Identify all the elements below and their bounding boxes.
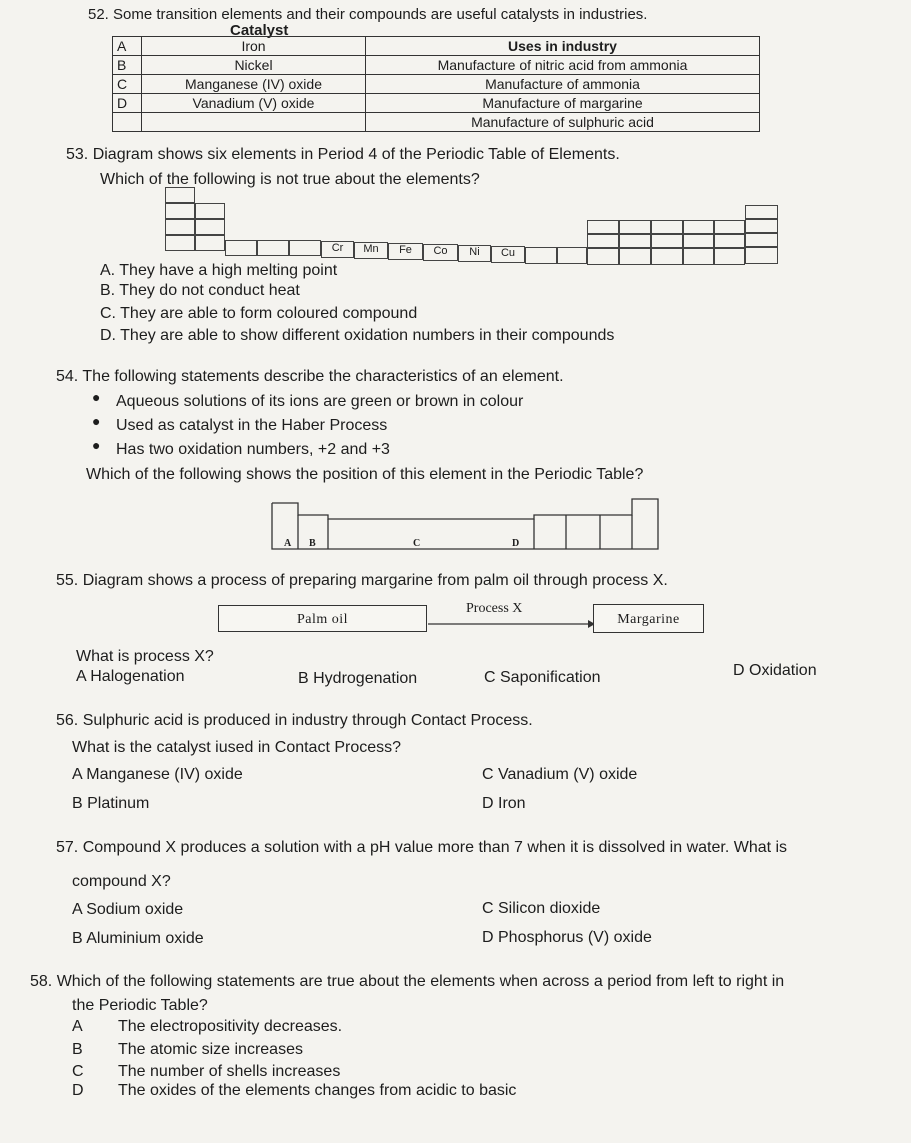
q55-option-d: D Oxidation xyxy=(733,662,817,679)
q53-option-b: B. They do not conduct heat xyxy=(100,282,300,299)
bullet-icon: ● xyxy=(92,413,101,429)
q53-option-d: D. They are able to show different oxidation numbers in their compounds xyxy=(100,327,615,344)
q58-option-text: The number of shells increases xyxy=(118,1063,341,1080)
palm-oil-box: Palm oil xyxy=(218,605,427,632)
q54-bullet: Has two oxidation numbers, +2 and +3 xyxy=(116,441,390,458)
row-letter: B xyxy=(113,56,142,75)
q56-question: What is the catalyst iused in Contact Process? xyxy=(72,739,402,756)
position-label: D xyxy=(512,538,520,549)
q58-stem: 58. Which of the following statements are true about the elements when across a period from left to right in xyxy=(30,973,785,990)
row-letter: A xyxy=(113,37,142,56)
row-catalyst: Iron xyxy=(142,37,366,56)
q53-option-a: A. They have a high melting point xyxy=(100,262,338,279)
q52-catalyst-table xyxy=(112,36,760,132)
q58-option-text: The oxides of the elements changes from acidic to basic xyxy=(118,1082,517,1099)
position-label: B xyxy=(309,538,316,549)
q52-stem: 52. Some transition elements and their compounds are useful catalysts in industries. xyxy=(88,6,648,23)
table-row xyxy=(113,75,760,94)
table-row xyxy=(113,37,760,56)
bullet-icon: ● xyxy=(92,437,101,453)
element-cell: Fe xyxy=(388,243,423,260)
q56-option-b: B Platinum xyxy=(72,795,150,812)
element-cell: Cr xyxy=(321,241,354,258)
q52-catalyst-header: Catalyst xyxy=(230,22,289,39)
q58-option-text: The electropositivity decreases. xyxy=(118,1018,343,1035)
margarine-box: Margarine xyxy=(593,604,704,633)
row-catalyst: Vanadium (V) oxide xyxy=(142,94,366,113)
position-label: C xyxy=(413,538,421,549)
table-row xyxy=(113,94,760,113)
q57-option-a: A Sodium oxide xyxy=(72,901,184,918)
row-use: Manufacture of nitric acid from ammonia xyxy=(366,56,760,75)
q53-option-c: C. They are able to form coloured compound xyxy=(100,305,418,322)
row-catalyst: Nickel xyxy=(142,56,366,75)
q52-uses-header: Uses in industry xyxy=(366,37,760,56)
position-label: A xyxy=(284,538,292,549)
q56-option-d: D Iron xyxy=(482,795,526,812)
q54-bullet: Used as catalyst in the Haber Process xyxy=(116,417,388,434)
q56-stem: 56. Sulphuric acid is produced in industry through Contact Process. xyxy=(56,712,533,729)
q57-option-c: C Silicon dioxide xyxy=(482,900,601,917)
table-row xyxy=(113,56,760,75)
element-cell: Mn xyxy=(354,242,388,259)
q55-option-c: C Saponification xyxy=(484,669,601,686)
q56-option-c: C Vanadium (V) oxide xyxy=(482,766,638,783)
q57-stem: 57. Compound X produces a solution with a pH value more than 7 when it is dissolved in water. What is xyxy=(56,839,788,856)
q54-bullet: Aqueous solutions of its ions are green or brown in colour xyxy=(116,393,524,410)
row-use: Manufacture of margarine xyxy=(366,94,760,113)
q58-stem-cont: the Periodic Table? xyxy=(72,997,208,1014)
bullet-icon: ● xyxy=(92,389,101,405)
q54-question: Which of the following shows the position of this element in the Periodic Table? xyxy=(86,466,644,483)
row-catalyst: Manganese (IV) oxide xyxy=(142,75,366,94)
q58-option-letter: D xyxy=(72,1082,84,1099)
process-x-label: Process X xyxy=(466,601,523,616)
periodic-outline-shape xyxy=(270,497,662,553)
q58-option-letter: B xyxy=(72,1041,83,1058)
q57-option-d: D Phosphorus (V) oxide xyxy=(482,929,652,946)
q55-option-a: A Halogenation xyxy=(76,668,185,685)
row-use: Manufacture of sulphuric acid xyxy=(366,113,760,132)
q57-stem-cont: compound X? xyxy=(72,873,171,890)
row-letter: C xyxy=(113,75,142,94)
q55-question: What is process X? xyxy=(76,648,214,665)
q53-question: Which of the following is not true about the elements? xyxy=(100,171,480,188)
table-row xyxy=(113,113,760,132)
q55-stem: 55. Diagram shows a process of preparing margarine from palm oil through process X. xyxy=(56,572,668,589)
q54-stem: 54. The following statements describe the characteristics of an element. xyxy=(56,368,564,385)
q55-option-b: B Hydrogenation xyxy=(298,670,418,687)
row-letter: D xyxy=(113,94,142,113)
row-use: Manufacture of ammonia xyxy=(366,75,760,94)
q58-option-letter: C xyxy=(72,1063,84,1080)
element-cell: Cu xyxy=(491,246,525,263)
process-arrow-icon xyxy=(428,618,596,630)
q57-option-b: B Aluminium oxide xyxy=(72,930,204,947)
q58-option-letter: A xyxy=(72,1018,83,1035)
element-cell: Co xyxy=(423,244,458,261)
q58-option-text: The atomic size increases xyxy=(118,1041,303,1058)
element-cell: Ni xyxy=(458,245,491,262)
q56-option-a: A Manganese (IV) oxide xyxy=(72,766,243,783)
q53-stem: 53. Diagram shows six elements in Period 4 of the Periodic Table of Elements. xyxy=(66,146,620,163)
